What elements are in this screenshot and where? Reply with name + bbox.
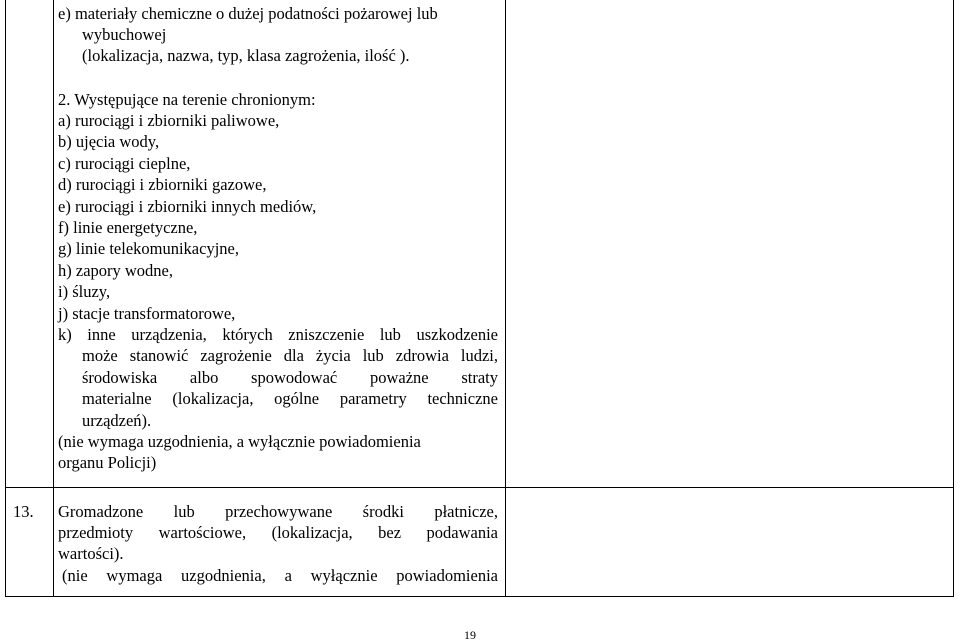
table-border-col1	[53, 0, 54, 597]
list-item: i) śluzy,	[58, 282, 111, 301]
row-text-line: wartości).	[58, 544, 124, 563]
list-item: a) rurociągi i zbiorniki paliwowe,	[58, 111, 280, 130]
note-line: (nie wymaga uzgodnienia, a wyłącznie powiadomienia	[58, 432, 421, 451]
table-border-col2	[505, 0, 506, 597]
list-item: e) rurociągi i zbiorniki innych mediów,	[58, 197, 317, 216]
list-item: b) ujęcia wody,	[58, 132, 160, 151]
list-item: g) linie telekomunikacyjne,	[58, 239, 239, 258]
list-item-continuation: materialne (lokalizacja, ogólne parametry techniczne	[82, 389, 498, 408]
list-item-continuation: urządzeń).	[82, 411, 152, 430]
note-line: organu Policji)	[58, 453, 157, 472]
page-number: 19	[464, 628, 476, 642]
list-item-continuation: może stanowić zagrożenie dla życia lub zdrowia ludzi,	[82, 346, 498, 365]
table-row-divider	[5, 487, 954, 488]
section-heading: 2. Występujące na terenie chronionym:	[58, 90, 316, 109]
table-border-right	[953, 0, 954, 597]
list-item-continuation: środowiska albo spowodować poważne straty	[82, 368, 498, 387]
list-item: f) linie energetyczne,	[58, 218, 198, 237]
row-text-line: (nie wymaga uzgodnienia, a wyłącznie powiadomienia	[62, 566, 498, 585]
table-border-bottom	[5, 596, 954, 597]
list-item: j) stacje transformatorowe,	[58, 304, 236, 323]
row-number: 13.	[13, 502, 34, 521]
table-border-left	[5, 0, 6, 597]
list-item: d) rurociągi i zbiorniki gazowe,	[58, 175, 267, 194]
list-item: k) inne urządzenia, których zniszczenie lub uszkodzenie	[58, 325, 498, 344]
cell-line: e) materiały chemiczne o dużej podatności pożarowej lub	[58, 4, 438, 23]
cell-line: (lokalizacja, nazwa, typ, klasa zagrożenia, ilość ).	[82, 46, 410, 65]
list-item: h) zapory wodne,	[58, 261, 174, 280]
row-text-line: przedmioty wartościowe, (lokalizacja, bez podawania	[58, 523, 498, 542]
row-text-line: Gromadzone lub przechowywane środki płatnicze,	[58, 502, 498, 521]
list-item: c) rurociągi cieplne,	[58, 154, 191, 173]
cell-line: wybuchowej	[82, 25, 167, 44]
